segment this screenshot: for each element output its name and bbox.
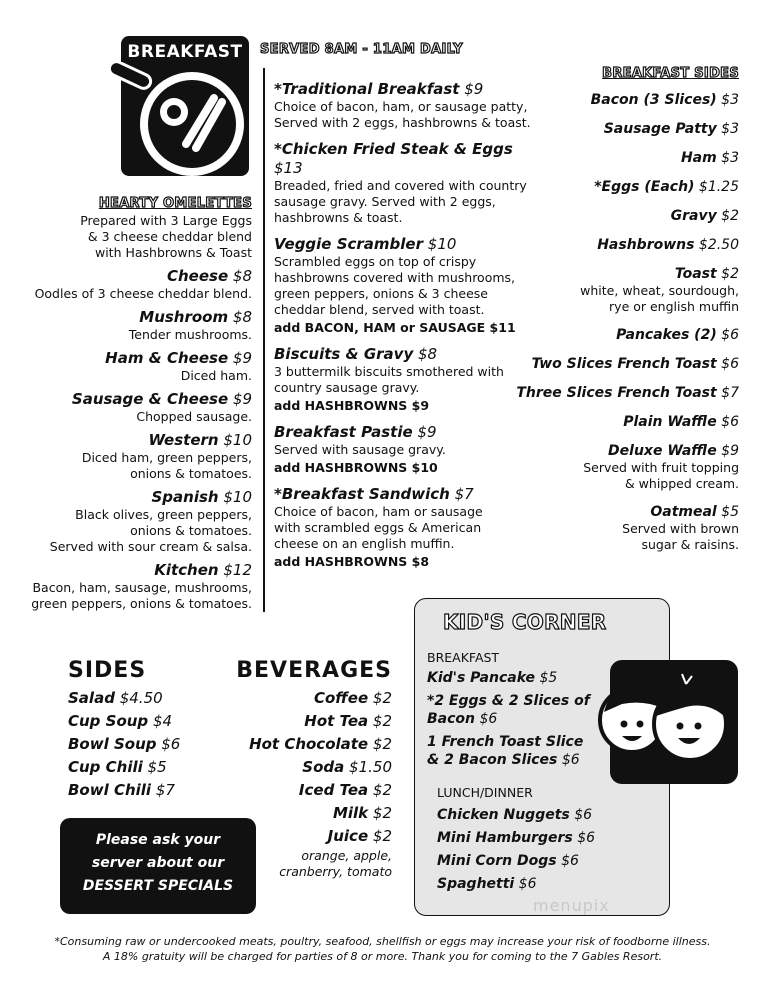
item-desc: Served with 2 eggs, hashbrowns & toast. bbox=[274, 115, 531, 130]
item-desc: Choice of bacon, ham, or sausage patty, bbox=[274, 99, 528, 114]
item-line bbox=[274, 423, 536, 442]
item-price: $5 bbox=[147, 758, 167, 776]
item-desc: hashbrowns & toast. bbox=[274, 210, 403, 225]
item-desc: cheese on an english muffin. bbox=[274, 536, 455, 551]
item-price: $6 bbox=[561, 853, 579, 869]
breakfast-side-item bbox=[499, 413, 739, 431]
item-price: $4 bbox=[152, 712, 173, 730]
dessert-line: Please ask your bbox=[95, 832, 221, 848]
item-desc: Diced ham, green peppers, bbox=[81, 450, 252, 465]
item-name: Iced Tea bbox=[298, 781, 369, 799]
item-price: $2 bbox=[372, 804, 392, 822]
breakfast-side-item bbox=[499, 503, 739, 553]
item-line bbox=[499, 91, 739, 109]
item-desc: Oodles of 3 cheese cheddar blend. bbox=[34, 286, 252, 301]
item-name: Western bbox=[148, 431, 219, 449]
item-desc: Bacon, ham, sausage, mushrooms, bbox=[32, 580, 252, 595]
item-price: $1.25 bbox=[698, 179, 739, 195]
item-line bbox=[30, 561, 252, 580]
item-line bbox=[499, 149, 739, 167]
item-name: Two Slices French Toast bbox=[531, 356, 717, 372]
omelette-item bbox=[30, 267, 252, 302]
item-name: Chicken Nuggets bbox=[437, 807, 570, 823]
breakfast-side-item bbox=[499, 265, 739, 315]
item-desc: Tender mushrooms. bbox=[128, 327, 252, 342]
sides-title: SIDES bbox=[68, 658, 147, 683]
item-desc: green peppers, onions & 3 cheese bbox=[274, 286, 488, 301]
item-addon: add BACON, HAM or SAUSAGE $11 bbox=[274, 320, 516, 335]
item-name: Spaghetti bbox=[437, 876, 515, 892]
item-desc: country sausage gravy. bbox=[274, 380, 420, 395]
item-name: Biscuits & Gravy bbox=[274, 345, 414, 363]
item-line bbox=[437, 804, 669, 827]
kids-faces-icon bbox=[582, 660, 738, 784]
beverages-title: BEVERAGES bbox=[236, 658, 392, 683]
item-line bbox=[232, 802, 392, 825]
item-desc: Diced ham. bbox=[180, 368, 252, 383]
item-price: $1.50 bbox=[349, 758, 392, 776]
item-name: *2 Eggs & 2 Slices of Bacon bbox=[427, 693, 590, 727]
omelette-item bbox=[30, 390, 252, 425]
item-name: Bacon (3 Slices) bbox=[590, 92, 717, 108]
item-desc: onions & tomatoes. bbox=[130, 523, 252, 538]
breakfast-label: BREAKFAST bbox=[127, 42, 243, 62]
breakfast-side-item bbox=[499, 149, 739, 167]
item-line bbox=[68, 710, 238, 733]
main-item bbox=[274, 345, 536, 414]
item-name: Cup Soup bbox=[68, 712, 149, 730]
item-name: Mini Hamburgers bbox=[437, 830, 573, 846]
main-item bbox=[274, 485, 536, 570]
item-line bbox=[499, 442, 739, 460]
item-name: Three Slices French Toast bbox=[516, 385, 717, 401]
item-price: $6 bbox=[574, 807, 593, 823]
breakfast-side-item bbox=[499, 178, 739, 196]
item-desc: with scrambled eggs & American bbox=[274, 520, 482, 535]
item-price: $3 bbox=[721, 92, 739, 108]
item-name: Veggie Scrambler bbox=[274, 235, 423, 253]
item-desc: Breaded, fried and covered with country bbox=[274, 178, 527, 193]
item-price: $8 bbox=[232, 267, 252, 285]
kids-lunch-label: LUNCH/DINNER bbox=[437, 785, 533, 800]
item-price: $9 bbox=[721, 443, 739, 459]
item-price: $10 bbox=[427, 235, 457, 253]
item-desc: cheddar blend, served with toast. bbox=[274, 302, 485, 317]
served-hours: SERVED 8AM - 11AM DAILY bbox=[260, 42, 463, 57]
dessert-line: server about our bbox=[91, 855, 225, 871]
item-line bbox=[437, 827, 669, 850]
item-desc: sausage gravy. Served with 2 eggs, bbox=[274, 194, 496, 209]
item-price: $9 bbox=[417, 423, 437, 441]
item-line bbox=[499, 236, 739, 254]
item-price: $8 bbox=[418, 345, 438, 363]
item-price: $6 bbox=[721, 356, 739, 372]
item-price: $2 bbox=[372, 689, 392, 707]
item-name: Sausage & Cheese bbox=[71, 390, 229, 408]
item-line bbox=[499, 355, 739, 373]
item-desc: green peppers, onions & tomatoes. bbox=[31, 596, 252, 611]
sides-section bbox=[68, 658, 238, 802]
main-item bbox=[274, 235, 536, 336]
item-line bbox=[30, 390, 252, 409]
item-line bbox=[274, 80, 536, 99]
item-price: $6 bbox=[721, 327, 739, 343]
item-name: Kitchen bbox=[154, 561, 219, 579]
item-line bbox=[68, 687, 238, 710]
item-desc: Served with brown bbox=[622, 521, 739, 536]
item-price: $5 bbox=[721, 504, 739, 520]
item-price: $10 bbox=[223, 431, 252, 449]
item-line bbox=[274, 345, 536, 364]
item-addon: add HASHBROWNS $8 bbox=[274, 554, 430, 569]
omelette-item bbox=[30, 431, 252, 482]
item-line bbox=[30, 431, 252, 450]
item-price: $2 bbox=[372, 827, 392, 845]
breakfast-sides-title: BREAKFAST SIDES bbox=[602, 66, 739, 81]
item-line bbox=[232, 825, 392, 848]
item-name: *Eggs (Each) bbox=[594, 179, 695, 195]
breakfast-sides-section bbox=[499, 66, 739, 564]
item-name: Salad bbox=[68, 689, 115, 707]
omelette-item bbox=[30, 308, 252, 343]
item-desc: 3 buttermilk biscuits smothered with bbox=[274, 364, 504, 379]
breakfast-side-item bbox=[499, 442, 739, 492]
item-desc: Chopped sausage. bbox=[136, 409, 252, 424]
item-name: Sausage Patty bbox=[603, 121, 717, 137]
item-line bbox=[30, 308, 252, 327]
item-name: Toast bbox=[674, 266, 717, 282]
item-price: $9 bbox=[232, 390, 252, 408]
item-name: Plain Waffle bbox=[623, 414, 717, 430]
item-desc: white, wheat, sourdough, bbox=[580, 283, 739, 298]
item-price: $3 bbox=[721, 121, 739, 137]
frying-pan-icon bbox=[104, 62, 254, 180]
item-name: Ham bbox=[680, 150, 717, 166]
item-name: Oatmeal bbox=[650, 504, 717, 520]
item-line bbox=[68, 733, 238, 756]
item-line bbox=[30, 488, 252, 507]
omelettes-intro-line: with Hashbrowns & Toast bbox=[94, 245, 252, 260]
omelettes-intro-line: & 3 cheese cheddar blend bbox=[87, 229, 252, 244]
footer bbox=[0, 934, 765, 964]
item-price: $2 bbox=[372, 712, 392, 730]
breakfast-side-item bbox=[499, 91, 739, 109]
item-desc: Scrambled eggs on top of crispy bbox=[274, 254, 477, 269]
item-name: *Traditional Breakfast bbox=[274, 80, 460, 98]
item-desc: sugar & raisins. bbox=[641, 537, 739, 552]
item-name: *Breakfast Sandwich bbox=[274, 485, 450, 503]
item-line bbox=[499, 326, 739, 344]
item-name: Pancakes (2) bbox=[616, 327, 717, 343]
item-name: Hot Tea bbox=[304, 712, 369, 730]
item-price: $6 bbox=[479, 711, 498, 727]
item-price: $2 bbox=[721, 266, 739, 282]
breakfast-side-item bbox=[499, 236, 739, 254]
item-price: $9 bbox=[232, 349, 252, 367]
item-price: $3 bbox=[721, 150, 739, 166]
item-name: Milk bbox=[332, 804, 369, 822]
breakfast-side-item bbox=[499, 120, 739, 138]
kids-breakfast-label: BREAKFAST bbox=[427, 650, 500, 665]
item-name: Kid's Pancake bbox=[427, 670, 535, 686]
item-price: $6 bbox=[577, 830, 596, 846]
omelette-item bbox=[30, 488, 252, 555]
item-price: $6 bbox=[561, 752, 580, 768]
main-item bbox=[274, 140, 536, 226]
item-price: $5 bbox=[539, 670, 558, 686]
breakfast-side-item bbox=[499, 384, 739, 402]
item-line bbox=[274, 485, 536, 504]
item-line bbox=[274, 140, 536, 178]
item-line bbox=[437, 850, 669, 873]
breakfast-side-item bbox=[499, 207, 739, 225]
item-price: $9 bbox=[464, 80, 484, 98]
item-name: Juice bbox=[327, 827, 369, 845]
item-price: $7 bbox=[454, 485, 474, 503]
item-desc: Black olives, green peppers, bbox=[75, 507, 252, 522]
item-addon: add HASHBROWNS $9 bbox=[274, 398, 430, 413]
column-divider bbox=[263, 68, 265, 612]
item-price: $4.50 bbox=[119, 689, 163, 707]
juice-desc: cranberry, tomato bbox=[279, 864, 392, 879]
juice-desc: orange, apple, bbox=[301, 848, 392, 863]
item-name: *Chicken Fried Steak & Eggs bbox=[274, 140, 513, 158]
item-name: Hot Chocolate bbox=[249, 735, 369, 753]
item-line bbox=[499, 207, 739, 225]
item-price: $6 bbox=[518, 876, 537, 892]
item-line bbox=[499, 503, 739, 521]
item-price: $7 bbox=[721, 385, 739, 401]
item-line bbox=[232, 779, 392, 802]
item-name: Mini Corn Dogs bbox=[437, 853, 557, 869]
omelettes-intro-line: Prepared with 3 Large Eggs bbox=[80, 213, 252, 228]
item-name: Bowl Soup bbox=[68, 735, 157, 753]
item-line bbox=[274, 235, 536, 254]
breakfast-side-item bbox=[499, 326, 739, 344]
item-line bbox=[499, 120, 739, 138]
item-line bbox=[68, 779, 238, 802]
item-line bbox=[499, 265, 739, 283]
item-name: Mushroom bbox=[139, 308, 229, 326]
item-line bbox=[232, 756, 392, 779]
item-name: Ham & Cheese bbox=[105, 349, 229, 367]
item-desc: Served with sausage gravy. bbox=[274, 442, 446, 457]
item-line bbox=[437, 873, 669, 896]
item-line bbox=[499, 178, 739, 196]
item-line bbox=[68, 756, 238, 779]
item-line bbox=[499, 413, 739, 431]
breakfast-side-item bbox=[499, 355, 739, 373]
omelettes-section bbox=[30, 196, 252, 612]
item-price: $2 bbox=[721, 208, 739, 224]
item-desc: onions & tomatoes. bbox=[130, 466, 252, 481]
item-desc: Choice of bacon, ham or sausage bbox=[274, 504, 483, 519]
item-line bbox=[232, 733, 392, 756]
item-addon: add HASHBROWNS $10 bbox=[274, 460, 438, 475]
item-line bbox=[30, 267, 252, 286]
footer-line: *Consuming raw or undercooked meats, poultry, seafood, shellfish or eggs may increase your risk of foodborne illness. bbox=[54, 935, 711, 948]
item-name: Spanish bbox=[151, 488, 219, 506]
item-price: $13 bbox=[274, 159, 303, 177]
omelette-item bbox=[30, 349, 252, 384]
dessert-box bbox=[60, 818, 256, 914]
item-line bbox=[499, 384, 739, 402]
item-name: Soda bbox=[302, 758, 345, 776]
item-line bbox=[427, 733, 597, 769]
item-name: Deluxe Waffle bbox=[608, 443, 717, 459]
item-line bbox=[427, 692, 597, 728]
item-desc: Served with sour cream & salsa. bbox=[49, 539, 252, 554]
main-items bbox=[274, 80, 536, 579]
item-name: Cup Chili bbox=[68, 758, 143, 776]
item-desc: rye or english muffin bbox=[609, 299, 739, 314]
item-price: $6 bbox=[161, 735, 181, 753]
footer-line: A 18% gratuity will be charged for parties of 8 or more. Thank you for coming to the 7 Gables Resort. bbox=[102, 950, 663, 963]
item-price: $2 bbox=[372, 735, 392, 753]
item-price: $6 bbox=[721, 414, 739, 430]
item-line bbox=[30, 349, 252, 368]
item-desc: hashbrowns covered with mushrooms, bbox=[274, 270, 516, 285]
item-line bbox=[232, 687, 392, 710]
watermark: menupix bbox=[533, 896, 610, 915]
beverages-section bbox=[232, 658, 392, 880]
item-desc: & whipped cream. bbox=[624, 476, 739, 491]
main-item bbox=[274, 423, 536, 476]
item-line bbox=[427, 669, 597, 687]
item-price: $12 bbox=[223, 561, 252, 579]
item-price: $2 bbox=[372, 781, 392, 799]
item-price: $7 bbox=[155, 781, 175, 799]
item-name: 1 French Toast Slice & 2 Bacon Slices bbox=[427, 734, 584, 768]
item-price: $2.50 bbox=[698, 237, 739, 253]
item-name: Bowl Chili bbox=[68, 781, 152, 799]
item-name: Gravy bbox=[670, 208, 717, 224]
dessert-line: DESSERT SPECIALS bbox=[82, 878, 234, 894]
item-price: $10 bbox=[223, 488, 252, 506]
item-desc: Served with fruit topping bbox=[583, 460, 739, 475]
kids-title: KID'S CORNER bbox=[443, 610, 607, 634]
main-item bbox=[274, 80, 536, 131]
item-line bbox=[232, 710, 392, 733]
item-name: Breakfast Pastie bbox=[274, 423, 413, 441]
item-name: Hashbrowns bbox=[597, 237, 695, 253]
omelettes-title: HEARTY OMELETTES bbox=[98, 196, 252, 211]
item-name: Cheese bbox=[166, 267, 229, 285]
item-name: Coffee bbox=[313, 689, 369, 707]
omelette-item bbox=[30, 561, 252, 612]
item-price: $8 bbox=[232, 308, 252, 326]
